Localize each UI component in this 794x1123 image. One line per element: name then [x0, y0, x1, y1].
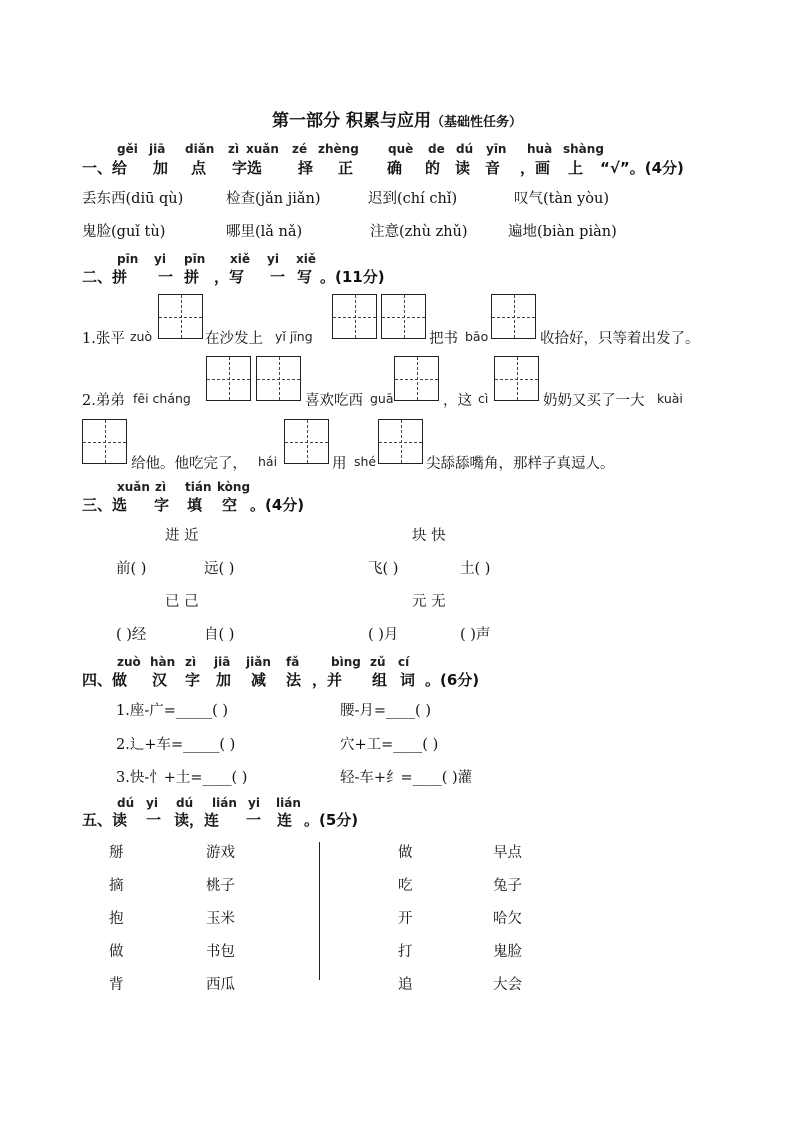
- q5-left-verb[interactable]: 抱: [109, 911, 124, 927]
- pinyin-q1-11: huà: [527, 142, 553, 156]
- writing-box[interactable]: [206, 356, 251, 401]
- q5-left-verb[interactable]: 掰: [109, 845, 124, 861]
- q4-heading-9: 。(6分): [425, 671, 480, 689]
- q2-s2-pinyin: kuài: [657, 391, 683, 406]
- pinyin-q5-1: yi: [146, 796, 158, 810]
- pinyin-q1-7: què: [388, 142, 414, 156]
- q1-heading-7: 的: [425, 159, 441, 177]
- q2-heading-4: 一: [270, 268, 286, 286]
- q2-s3-text: 给他。他吃完了，: [131, 456, 247, 472]
- q4-equation[interactable]: 3.快-忄+土=____( ): [116, 770, 248, 786]
- pinyin-q1-8: de: [428, 142, 445, 156]
- title-main: 第一部分 积累与应用: [272, 111, 431, 131]
- q3-heading-4: 。(4分): [250, 496, 305, 514]
- q3-blank[interactable]: 远( ): [204, 561, 235, 577]
- writing-box[interactable]: [256, 356, 301, 401]
- q3-char-pair: 已 己: [165, 594, 199, 610]
- q1-option[interactable]: 注意(zhù zhǔ): [370, 224, 468, 240]
- q2-s2-text: ，这: [443, 393, 472, 409]
- pinyin-q1-3: zì: [228, 142, 240, 156]
- q5-right-noun[interactable]: 兔子: [493, 878, 522, 894]
- pinyin-q1-5: zé: [292, 142, 308, 156]
- title-sub: （基础性任务）: [430, 115, 522, 130]
- q4-heading-7: 组: [372, 671, 388, 689]
- q4-heading-2: 字: [185, 671, 201, 689]
- q3-char-pair: 进 近: [165, 528, 199, 544]
- q5-right-verb[interactable]: 吃: [398, 878, 413, 894]
- q5-right-verb[interactable]: 追: [398, 977, 413, 993]
- q4-heading-5: 法: [286, 671, 302, 689]
- q2-heading-3: ，写: [214, 268, 245, 286]
- pinyin-q4-1: hàn: [150, 655, 176, 669]
- q4-heading-6: ，并: [312, 671, 343, 689]
- q4-heading-1: 汉: [152, 671, 168, 689]
- pinyin-q4-4: jiǎn: [246, 655, 271, 669]
- q1-option[interactable]: 哪里(lǎ nǎ): [226, 224, 303, 240]
- q2-s2-text: 奶奶又买了一大: [543, 393, 645, 409]
- q1-option[interactable]: 鬼脸(guǐ tù): [82, 224, 166, 240]
- q2-s3-text: 尖舔舔嘴角，那样子真逗人。: [426, 456, 615, 472]
- q2-s1-pinyin: zuò: [130, 329, 153, 344]
- q4-equation[interactable]: 轻-车+纟=____( )灌: [340, 770, 473, 786]
- q2-heading-2: 拼: [184, 268, 200, 286]
- q3-char-pair: 块 快: [412, 528, 446, 544]
- q3-char-pair: 元 无: [412, 594, 446, 610]
- q2-heading-5: 写: [297, 268, 313, 286]
- q1-heading-1: 加: [153, 159, 169, 177]
- pinyin-q2-1: yi: [154, 252, 166, 266]
- q2-s1-text: 1.张平: [82, 331, 125, 347]
- q2-s2-text: 喜欢吃西: [305, 393, 363, 409]
- pinyin-q4-3: jiā: [214, 655, 231, 669]
- q4-equation[interactable]: 穴+工=____( ): [340, 737, 439, 753]
- page-title: [0, 106, 794, 131]
- q5-left-noun[interactable]: 游戏: [206, 845, 235, 861]
- pinyin-q1-4: xuǎn: [246, 142, 279, 156]
- q1-heading-4: 择: [298, 159, 314, 177]
- q1-heading-6: 确: [387, 159, 403, 177]
- pinyin-q1-12: shàng: [563, 142, 604, 156]
- writing-box[interactable]: [394, 356, 439, 401]
- q5-heading-5: 。(5分): [304, 811, 359, 829]
- q1-option[interactable]: 迟到(chí chǐ): [368, 191, 458, 207]
- q4-equation[interactable]: 2.辶+车=_____( ): [116, 737, 236, 753]
- q5-right-noun[interactable]: 哈欠: [493, 911, 522, 927]
- q2-s2-pinyin: guā: [370, 391, 394, 406]
- q3-blank[interactable]: 前( ): [116, 561, 147, 577]
- q1-heading-3: 字选: [232, 159, 263, 177]
- pinyin-q4-6: bìng: [331, 655, 361, 669]
- pinyin-q3-1: zì: [155, 480, 167, 494]
- q2-s2-text: 2.弟弟: [82, 393, 125, 409]
- q2-heading-0: 二、拼: [82, 268, 128, 286]
- pinyin-q3-3: kòng: [217, 480, 251, 494]
- q5-right-verb[interactable]: 打: [398, 944, 413, 960]
- q3-heading-2: 填: [187, 496, 203, 514]
- writing-box[interactable]: [491, 294, 536, 339]
- pinyin-q4-0: zuò: [117, 655, 141, 669]
- q1-heading-5: 正: [338, 159, 354, 177]
- q1-heading-10: ，画: [520, 159, 551, 177]
- q4-equation[interactable]: 1.座-广=_____( ): [116, 703, 229, 719]
- q3-blank[interactable]: ( )声: [460, 627, 491, 643]
- writing-box[interactable]: [494, 356, 539, 401]
- pinyin-q5-5: lián: [276, 796, 301, 810]
- q2-s2-pinyin: fēi cháng: [133, 391, 191, 406]
- pinyin-q2-3: xiě: [230, 252, 250, 266]
- pinyin-q4-5: fǎ: [286, 655, 300, 669]
- q4-heading-0: 四、做: [82, 671, 128, 689]
- pinyin-q3-2: tián: [185, 480, 212, 494]
- q3-heading-1: 字: [154, 496, 170, 514]
- q5-left-verb[interactable]: 背: [109, 977, 124, 993]
- q2-s3-pinyin: shé: [354, 454, 377, 469]
- q5-left-noun[interactable]: 书包: [206, 944, 235, 960]
- q2-heading-1: 一: [158, 268, 174, 286]
- q1-heading-0: 一、给: [82, 159, 128, 177]
- pinyin-q5-3: lián: [212, 796, 237, 810]
- q3-blank[interactable]: 土( ): [460, 561, 491, 577]
- pinyin-q4-7: zǔ: [370, 655, 386, 669]
- q5-heading-4: 连: [277, 811, 293, 829]
- pinyin-q2-2: pīn: [184, 252, 206, 266]
- pinyin-q4-8: cí: [398, 655, 410, 669]
- writing-box[interactable]: [284, 419, 329, 464]
- q3-blank[interactable]: 自( ): [204, 627, 235, 643]
- q2-s1-text: 把书: [429, 331, 458, 347]
- q1-heading-12: “√”。(4分): [600, 159, 684, 177]
- q3-heading-0: 三、选: [82, 496, 128, 514]
- pinyin-q1-9: dú: [456, 142, 474, 156]
- writing-box[interactable]: [332, 294, 377, 339]
- q3-blank[interactable]: 飞( ): [368, 561, 399, 577]
- q4-equation[interactable]: 腰-月=____( ): [340, 703, 431, 719]
- q3-blank[interactable]: ( )经: [116, 627, 147, 643]
- q1-heading-8: 读: [455, 159, 471, 177]
- pinyin-q2-4: yi: [267, 252, 279, 266]
- pinyin-q3-0: xuǎn: [117, 480, 150, 494]
- pinyin-q5-0: dú: [117, 796, 135, 810]
- pinyin-q1-1: jiā: [149, 142, 166, 156]
- q1-heading-11: 上: [568, 159, 584, 177]
- q5-right-verb[interactable]: 做: [398, 845, 413, 861]
- q5-heading-0: 五、读: [82, 811, 128, 829]
- q1-heading-2: 点: [191, 159, 207, 177]
- q1-option[interactable]: 丢东西(diū qù): [82, 191, 184, 207]
- pinyin-q1-2: diǎn: [185, 142, 215, 156]
- q2-s1-pinyin: yǐ jīng: [275, 329, 313, 344]
- q2-s2-pinyin: cì: [478, 391, 489, 406]
- q4-heading-8: 词: [400, 671, 416, 689]
- pinyin-q1-6: zhèng: [318, 142, 359, 156]
- pinyin-q2-5: xiě: [296, 252, 316, 266]
- q5-left-verb[interactable]: 做: [109, 944, 124, 960]
- column-divider: [319, 842, 320, 980]
- q5-right-noun[interactable]: 鬼脸: [493, 944, 522, 960]
- q1-option[interactable]: 叹气(tàn yòu): [514, 191, 609, 207]
- q5-left-noun[interactable]: 桃子: [206, 878, 235, 894]
- q3-heading-3: 空: [222, 496, 238, 514]
- q5-right-verb[interactable]: 开: [398, 911, 413, 927]
- q2-s3-text: 用: [332, 456, 347, 472]
- q5-left-noun[interactable]: 玉米: [206, 911, 235, 927]
- writing-box[interactable]: [82, 419, 127, 464]
- pinyin-q4-2: zì: [185, 655, 197, 669]
- writing-box[interactable]: [378, 419, 423, 464]
- q5-right-noun[interactable]: 早点: [493, 845, 522, 861]
- q1-heading-9: 音: [485, 159, 501, 177]
- pinyin-q1-10: yīn: [486, 142, 507, 156]
- q2-s3-pinyin: hái: [258, 454, 278, 469]
- q4-heading-3: 加: [216, 671, 232, 689]
- q5-heading-2: 读，连: [174, 811, 220, 829]
- q5-heading-3: 一: [246, 811, 262, 829]
- q3-blank[interactable]: ( )月: [368, 627, 399, 643]
- q5-left-verb[interactable]: 摘: [109, 878, 124, 894]
- pinyin-q5-2: dú: [176, 796, 194, 810]
- q5-right-noun[interactable]: 大会: [493, 977, 522, 993]
- writing-box[interactable]: [381, 294, 426, 339]
- q2-heading-6: 。(11分): [320, 268, 385, 286]
- pinyin-q1-0: gěi: [117, 142, 138, 156]
- q1-option[interactable]: 遍地(biàn piàn): [508, 224, 617, 240]
- q5-left-noun[interactable]: 西瓜: [206, 977, 235, 993]
- pinyin-q2-0: pīn: [117, 252, 139, 266]
- pinyin-q5-4: yi: [248, 796, 260, 810]
- q5-heading-1: 一: [146, 811, 162, 829]
- q2-s1-text: 在沙发上: [205, 331, 263, 347]
- q2-s1-text: 收拾好，只等着出发了。: [540, 331, 700, 347]
- q4-heading-4: 减: [251, 671, 267, 689]
- q2-s1-pinyin: bāo: [465, 329, 489, 344]
- q1-option[interactable]: 检查(jǎn jiǎn): [226, 191, 321, 207]
- writing-box[interactable]: [158, 294, 203, 339]
